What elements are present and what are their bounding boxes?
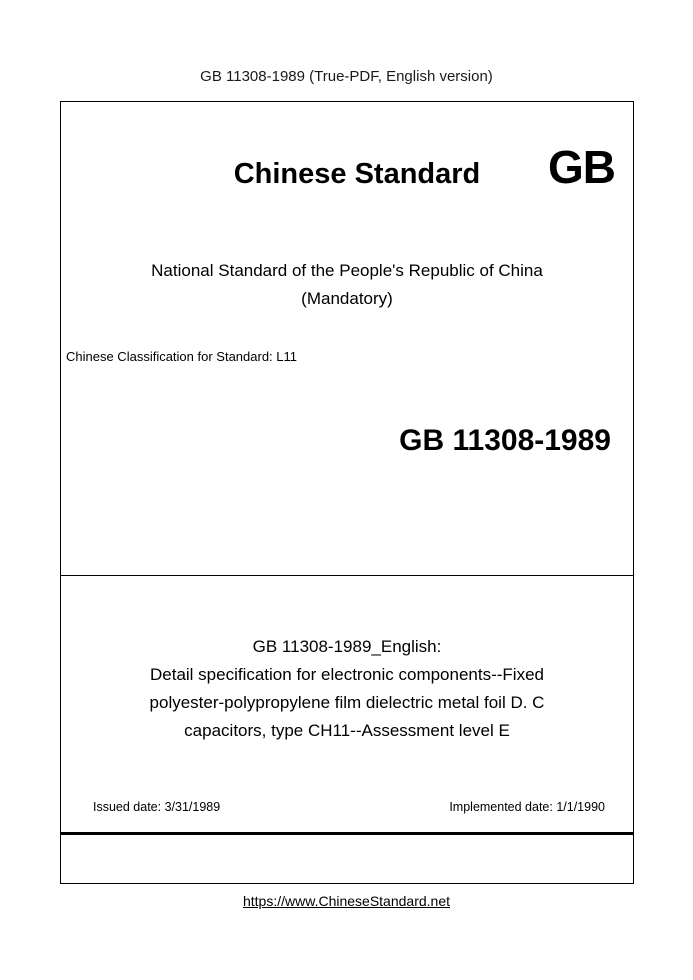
cover-lower-panel [61,576,633,833]
cover-bottom-bar [61,833,633,881]
english-title-line-1: GB 11308-1989_English: [252,637,442,656]
english-title-line-2: Detail specification for electronic components--Fixed [149,665,544,684]
implemented-date: Implemented date: 1/1/1990 [449,800,605,814]
standard-title: Chinese Standard [233,158,481,190]
standard-number: GB 11308-1989 [399,424,611,457]
date-row [93,800,605,814]
cover-frame [60,101,634,884]
standard-subtitle [61,257,633,313]
source-link[interactable]: https://www.ChineseStandard.net [242,893,450,909]
subtitle-line-2: (Mandatory) [301,289,393,308]
issued-date: Issued date: 3/31/1989 [93,800,221,814]
gb-logo: GB [548,141,615,193]
english-title-line-4: capacitors, type CH11--Assessment level E [184,721,510,740]
english-title-line-3: polyester-polypropylene film dielectric metal foil D. C [149,693,545,712]
subtitle-line-1: National Standard of the People's Republic of China [151,261,543,280]
english-title [83,633,611,745]
classification-code: Chinese Classification for Standard: L11 [66,349,297,364]
page-title: GB 11308-1989 (True-PDF, English version) [200,68,493,85]
cover-upper-panel [61,102,633,576]
